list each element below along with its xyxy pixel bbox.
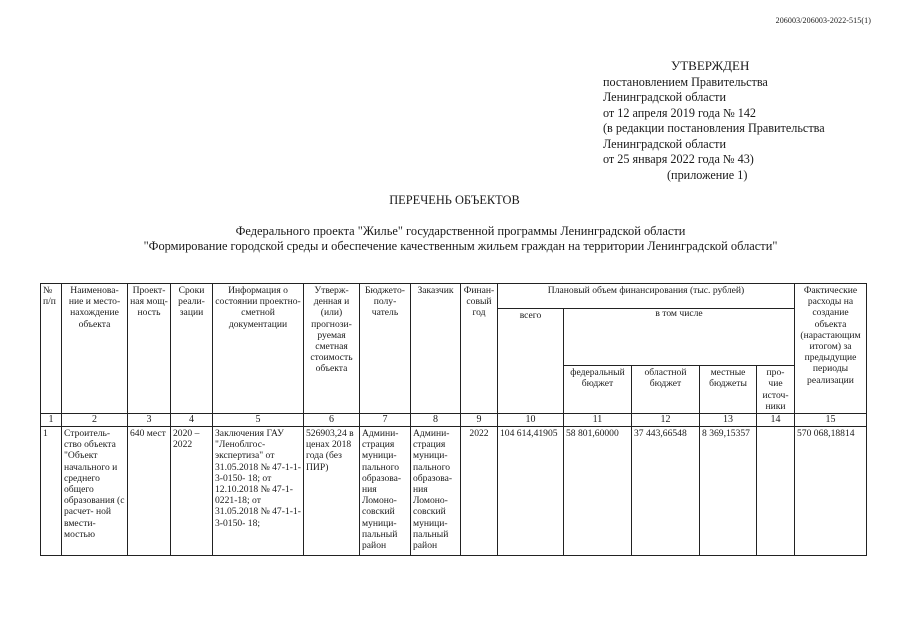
cell-docs-info: Заключения ГАУ "Леноблгос- экспертиза" от 31.05.2018 № 47-1-1-3-0150- 18; от 12.10.2018 № 47-1-0221-18; от 31.05.2018 № 47-1-1-3-0150- 18; xyxy=(213,427,304,556)
document-code: 206003/206003-2022-515(1) xyxy=(775,16,871,25)
column-number: 6 xyxy=(304,414,360,427)
header-regional: областной бюджет xyxy=(632,366,700,414)
column-number: 14 xyxy=(757,414,795,427)
approval-heading: УТВЕРЖДЕН xyxy=(671,58,750,73)
document-title: ПЕРЕЧЕНЬ ОБЪЕКТОВ xyxy=(389,193,520,207)
approval-line: (в редакции постановления Правительства xyxy=(603,121,825,135)
cell-capacity: 640 мест xyxy=(128,427,171,556)
column-number: 4 xyxy=(171,414,213,427)
column-number: 10 xyxy=(498,414,564,427)
header-total: всего xyxy=(498,309,564,414)
cell-federal: 58 801,60000 xyxy=(564,427,632,556)
column-numbers-row xyxy=(41,414,867,427)
column-number: 8 xyxy=(411,414,461,427)
approval-line: постановлением Правительства xyxy=(603,74,768,89)
approval-line: от 25 января 2022 года № 43) xyxy=(603,152,754,166)
approval-block xyxy=(603,58,893,183)
table-header-row xyxy=(41,284,867,309)
column-number: 9 xyxy=(461,414,498,427)
header-fin-year: Финан- совый год xyxy=(461,284,498,414)
cell-total: 104 614,41905 xyxy=(498,427,564,556)
cell-recipient: Админи- страция муници- пального образова- ния Ломоно- совский муници- пальный район xyxy=(360,427,411,556)
header-other: про- чие источ- ники xyxy=(757,366,795,414)
column-number: 3 xyxy=(128,414,171,427)
cell-approved-cost: 526903,24 в ценах 2018 года (без ПИР) xyxy=(304,427,360,556)
cell-local: 8 369,15357 xyxy=(700,427,757,556)
header-capacity: Проект- ная мощ- ность xyxy=(128,284,171,414)
cell-customer: Админи- страция муници- пального образова- ния Ломоно- совский муници- пальный район xyxy=(411,427,461,556)
column-number: 15 xyxy=(795,414,867,427)
column-number: 5 xyxy=(213,414,304,427)
header-terms: Сроки реали- зации xyxy=(171,284,213,414)
header-num: № п/п xyxy=(41,284,62,414)
approval-appendix: (приложение 1) xyxy=(667,167,748,182)
column-number: 1 xyxy=(41,414,62,427)
column-number: 7 xyxy=(360,414,411,427)
header-federal: федеральный бюджет xyxy=(564,366,632,414)
objects-table xyxy=(40,283,867,556)
column-number: 12 xyxy=(632,414,700,427)
column-number: 11 xyxy=(564,414,632,427)
cell-other xyxy=(757,427,795,556)
table-row xyxy=(41,427,867,556)
header-customer: Заказчик xyxy=(411,284,461,414)
cell-terms: 2020 – 2022 xyxy=(171,427,213,556)
cell-name: Строитель- ство объекта "Объект начального и среднего общего образования (с расчет- ной вмести- мостью xyxy=(62,427,128,556)
header-including: в том числе xyxy=(564,309,795,366)
document-subtitle-program: "Формирование городской среды и обеспечение качественным жильем граждан на территории Ленинградской области" xyxy=(143,239,778,253)
cell-actual: 570 068,18814 xyxy=(795,427,867,556)
header-local: местные бюджеты xyxy=(700,366,757,414)
approval-line: от 12 апреля 2019 года № 142 xyxy=(603,105,757,120)
approval-line: Ленинградской области xyxy=(603,136,726,151)
header-actual: Фактические расходы на создание объекта (нарастающим итогом) за предыдущие периоды реализации xyxy=(795,284,867,414)
column-number: 13 xyxy=(700,414,757,427)
header-recipient: Бюджето- полу- чатель xyxy=(360,284,411,414)
cell-regional: 37 443,66548 xyxy=(632,427,700,556)
approval-line: Ленинградской области xyxy=(603,90,726,104)
document-subtitle-project: Федерального проекта "Жилье" государственной программы Ленинградской области xyxy=(235,224,686,238)
header-planned-group: Плановый объем финансирования (тыс. рублей) xyxy=(498,284,795,309)
header-docs-info: Информация о состоянии проектно-сметной документации xyxy=(213,284,304,414)
column-number: 2 xyxy=(62,414,128,427)
cell-num: 1 xyxy=(41,427,62,556)
cell-fin-year: 2022 xyxy=(461,427,498,556)
header-approved-cost: Утверж- денная и (или) прогнози- руемая сметная стоимость объекта xyxy=(304,284,360,414)
header-name: Наименова- ние и место- нахождение объекта xyxy=(62,284,128,414)
